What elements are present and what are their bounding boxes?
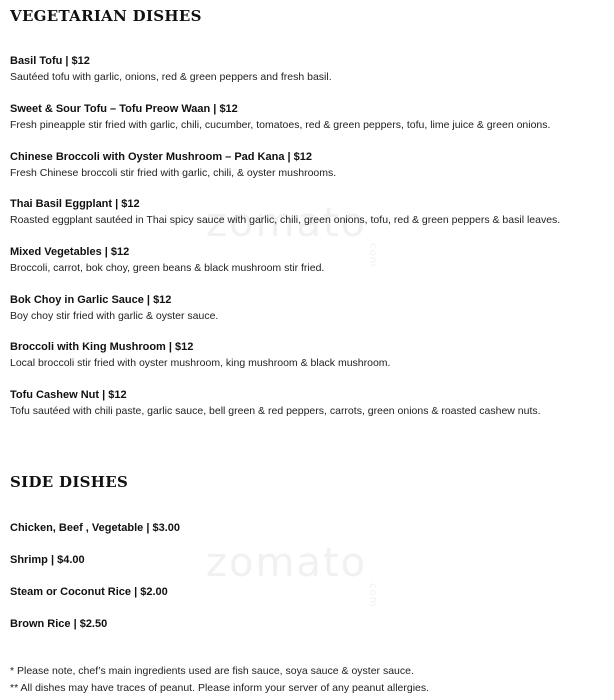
dish-item bbox=[10, 339, 606, 371]
dish-name: Chinese Broccoli with Oyster Mushroom – Pad Kana | $12 bbox=[10, 151, 312, 163]
dish-item bbox=[10, 196, 606, 228]
dish-description: Local broccoli stir fried with oyster mushroom, king mushroom & black mushroom. bbox=[10, 357, 391, 369]
vegetarian-section-title: VEGETARIAN DISHES bbox=[10, 7, 202, 25]
watermark-text: zomato bbox=[206, 200, 368, 246]
side-section-title: SIDE DISHES bbox=[10, 473, 129, 491]
dish-name: Tofu Cashew Nut | $12 bbox=[10, 389, 127, 401]
side-dish-item: Steam or Coconut Rice | $2.00 bbox=[10, 586, 168, 598]
dish-description: Broccoli, carrot, bok choy, green beans & black mushroom stir fried. bbox=[10, 262, 325, 274]
dish-description: Fresh pineapple stir fried with garlic, chili, cucumber, tomatoes, red & green peppers, tofu, lime juice & green onions. bbox=[10, 119, 551, 131]
dish-description: Roasted eggplant sautéed in Thai spicy sauce with garlic, chili, green onions, tofu, red & green peppers & basil leaves. bbox=[10, 214, 561, 226]
dish-name: Sweet & Sour Tofu – Tofu Preow Waan | $12 bbox=[10, 103, 238, 115]
dish-description: Tofu sautéed with chili paste, garlic sauce, bell green & red peppers, carrots, green onions & roasted cashew nuts. bbox=[10, 405, 541, 417]
dish-name: Basil Tofu | $12 bbox=[10, 55, 90, 67]
dish-item bbox=[10, 387, 606, 419]
dish-item bbox=[10, 292, 606, 324]
watermark-logo bbox=[206, 540, 396, 608]
dish-item bbox=[10, 244, 606, 276]
watermark-text: zomato bbox=[206, 540, 368, 586]
watermark-suffix: .com bbox=[367, 579, 379, 608]
watermark-suffix: .com bbox=[367, 239, 379, 268]
dish-name: Bok Choy in Garlic Sauce | $12 bbox=[10, 294, 172, 306]
allergy-note: ** All dishes may have traces of peanut. Please inform your server of any peanut allergies. bbox=[10, 682, 430, 694]
dish-item bbox=[10, 101, 606, 133]
dish-item bbox=[10, 53, 606, 85]
side-dish-item: Shrimp | $4.00 bbox=[10, 554, 85, 566]
side-dish-item: Chicken, Beef , Vegetable | $3.00 bbox=[10, 522, 180, 534]
dish-name: Thai Basil Eggplant | $12 bbox=[10, 198, 140, 210]
side-dish-item: Brown Rice | $2.50 bbox=[10, 618, 108, 630]
dish-description: Fresh Chinese broccoli stir fried with garlic, chili, & oyster mushrooms. bbox=[10, 167, 337, 179]
dish-item bbox=[10, 149, 606, 181]
dish-name: Broccoli with King Mushroom | $12 bbox=[10, 341, 194, 353]
dish-description: Sautéed tofu with garlic, onions, red & green peppers and fresh basil. bbox=[10, 71, 332, 83]
dish-name: Mixed Vegetables | $12 bbox=[10, 246, 130, 258]
dish-description: Boy choy stir fried with garlic & oyster sauce. bbox=[10, 310, 219, 322]
ingredient-note: * Please note, chef’s main ingredients used are fish sauce, soya sauce & oyster sauce. bbox=[10, 665, 414, 677]
